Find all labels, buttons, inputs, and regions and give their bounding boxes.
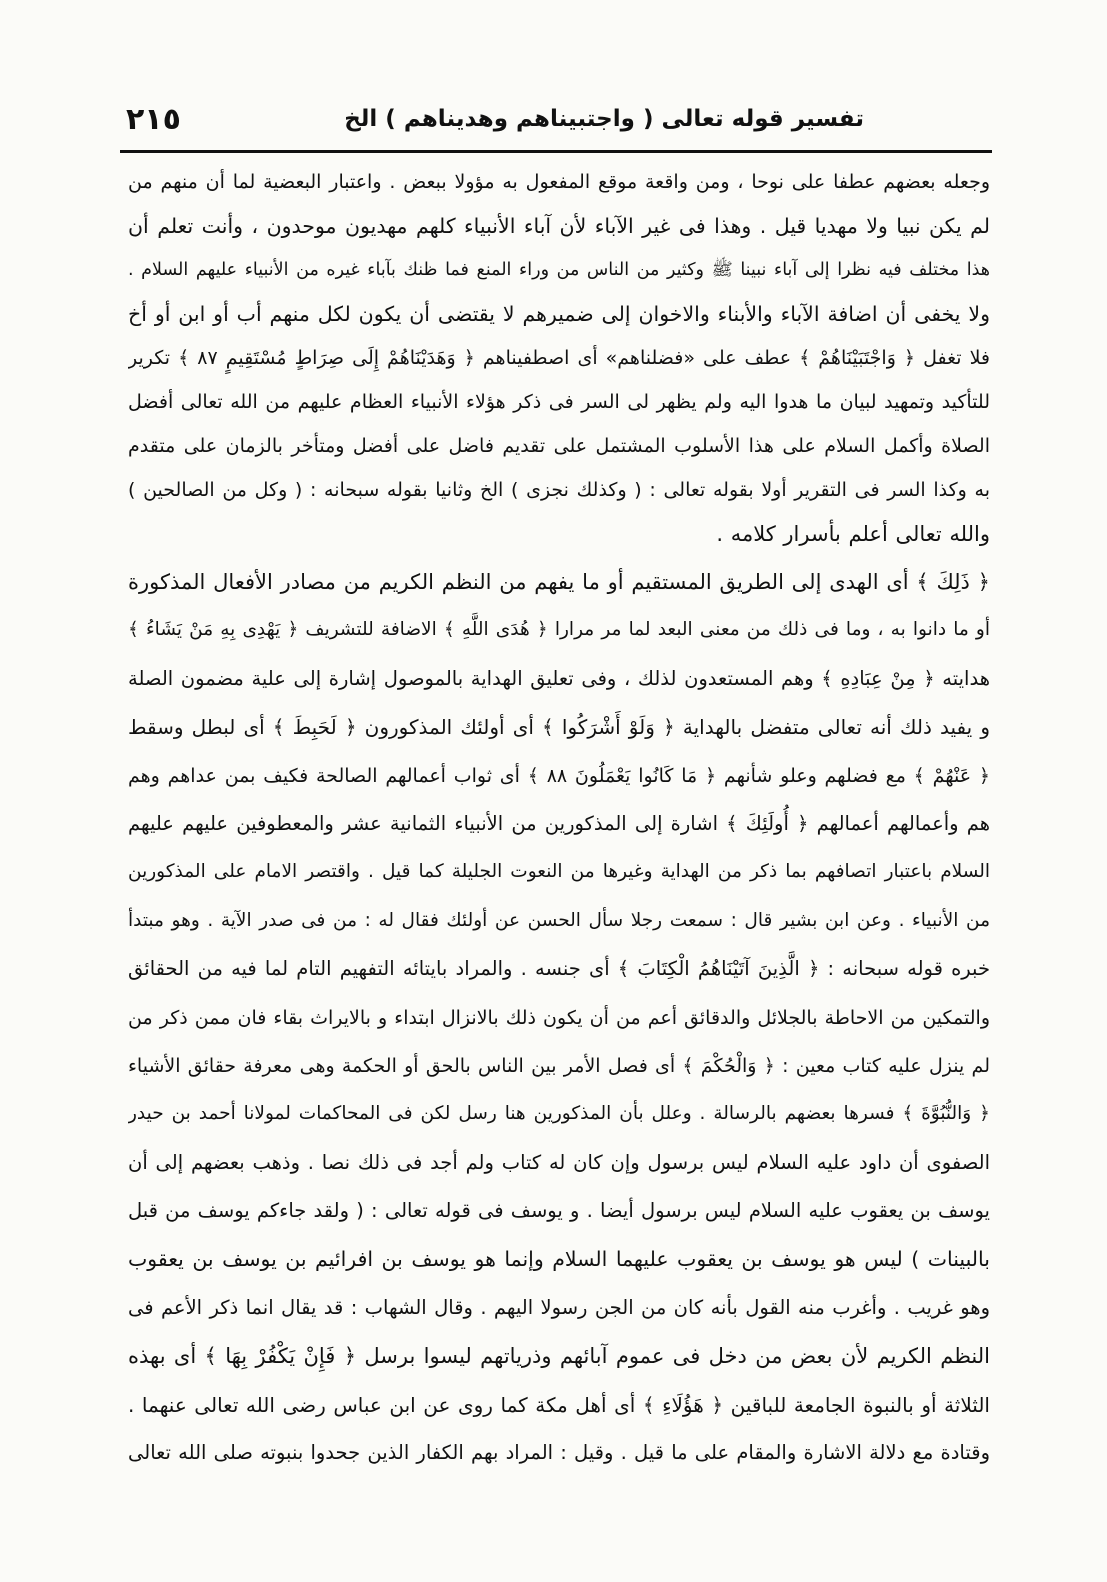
text-line: ولا يخفى أن اضافة الآباء والأبناء والاخوان إلى ضميرهم لا يقتضى أن يكون لكل منهم أب أو ابن أو أخ	[128, 302, 990, 326]
text-line: وجعله بعضهم عطفا على نوحا ، ومن واقعة موقع المفعول به مؤولا ببعض . واعتبار البعضية لما أن منهم من	[128, 171, 990, 193]
text-line: الصفوى أن داود عليه السلام ليس برسول وإن كان له كتاب ولم أجد فى ذلك نصا . وذهب بعضهم إلى أن	[128, 1150, 990, 1174]
text-line: و يفيد ذلك أنه تعالى متفضل بالهداية ﴿ وَلَوْ أَشْرَكُوا ﴾ أى أولئك المذكورون ﴿ لَحَبِطَ ﴾ أى لبطل وسقط	[128, 715, 990, 740]
text-line: فلا تغفل ﴿ وَاجْتَبَيْنَاهُمْ ﴾ عطف على «فضلناهم» أى اصطفيناهم ﴿ وَهَدَيْنَاهُمْ إِلَى صِرَاطٍ مُسْتَقِيمٍ ٨٧ ﴾ تكرير	[128, 347, 990, 369]
text-line: به وكذا السر فى التقرير أولا بقوله تعالى : ( وكذلك نجزى ) الخ وثانيا بقوله سبحانه : ( وكل من الصالحين )	[128, 479, 990, 501]
text-line: وقتادة مع دلالة الاشارة والمقام على ما قيل . وقيل : المراد بهم الكفار الذين جحدوا بنبوته صلى الله تعالى	[128, 1441, 990, 1465]
text-line-last: والله تعالى أعلم بأسرار كلامه .	[716, 522, 990, 546]
paragraph-2	[128, 558, 990, 1477]
text-line: من الأنبياء . وعن ابن بشير قال : سمعت رجلا سأل الحسن عن أولئك فقال له : من فى صدر الآية . وهو مبتدأ	[128, 909, 990, 931]
text-line: لم يكن نبيا ولا مهديا قيل . وهذا فى غير الآباء لأن آباء الأنبياء كلهم مهديون موحدون ، وأنت تعلم أن	[128, 214, 990, 238]
text-line: ﴿ ذَلِكَ ﴾ أى الهدى إلى الطريق المستقيم أو ما يفهم من النظم الكريم من مصادر الأفعال المذكورة	[128, 570, 990, 594]
text-line: النظم الكريم لأن بعض من دخل فى عموم آبائهم وذرياتهم ليسوا برسل ﴿ فَإِنْ يَكْفُرْ بِهَا ﴾ أى بهذه	[128, 1344, 990, 1369]
text-line: هم وأعمالهم أعمالهم ﴿ أُولَئِكَ ﴾ اشارة إلى المذكورين من الأنبياء الثمانية عشر والمعطوفين عليهم عليهم	[128, 811, 990, 835]
header-rule	[120, 150, 992, 153]
text-line: ﴿ وَالنُّبُوَّةَ ﴾ فسرها بعضهم بالرسالة . وعلل بأن المذكورين هنا رسل لكن فى المحاكمات لمولانا أحمد بن حيدر	[128, 1103, 990, 1125]
text-line: والتمكين من الاحاطة بالجلائل والدقائق أعم من أن يكون ذلك بالانزال ابتداء و بالايراث بقاء فان ممن ذكر من	[128, 1006, 990, 1029]
page-header	[120, 100, 992, 150]
text-line: الصلاة وأكمل السلام على هذا الأسلوب المشتمل على تقديم فاضل على أفضل ومتأخر بالزمان على متقدم	[128, 435, 990, 457]
text-line: بالبينات ) ليس هو يوسف بن يعقوب عليهما السلام وإنما هو يوسف بن افرائيم بن يوسف بن يعقوب	[128, 1247, 990, 1272]
text-line: للتأكيد وتمهيد لبيان ما هدوا اليه ولم يظهر لى السر فى ذكر هؤلاء الأنبياء العظام عليهم من الله تعالى أفضل	[128, 391, 990, 413]
text-line: خبره قوله سبحانه : ﴿ الَّذِينَ آتَيْنَاهُمُ الْكِتَابَ ﴾ أى جنسه . والمراد بايتائه التفهيم التام لما فيه من الحقائق	[128, 957, 990, 981]
text-line: هذا مختلف فيه نظرا إلى آباء نبينا ﷺ وكثير من الناس من وراء المنع فما ظنك بآباء غيره من الأنبياء عليهم السلام .	[128, 260, 990, 280]
text-line: الثلاثة أو بالنبوة الجامعة للباقين ﴿ هَؤُلَاءِ ﴾ أى أهل مكة كما روى عن ابن عباس رضى الله تعالى عنهما .	[128, 1392, 990, 1417]
text-line: ﴿ عَنْهُمْ ﴾ مع فضلهم وعلو شأنهم ﴿ مَا كَانُوا يَعْمَلُونَ ٨٨ ﴾ أى ثواب أعمالهم الصالحة فكيف بمن عداهم وهم	[128, 764, 990, 787]
text-line: يوسف بن يعقوب عليه السلام ليس برسول أيضا . و يوسف فى قوله تعالى : ( ولقد جاءكم يوسف من قبل	[128, 1199, 990, 1223]
paragraph-1	[128, 160, 990, 556]
page-number: ٢١٥	[126, 102, 181, 137]
text-line: السلام باعتبار اتصافهم بما ذكر من الهداية وغيرها من النعوت الجليلة كما قيل . واقتصر الامام على المذكورين	[128, 861, 990, 883]
text-line: هدايته ﴿ مِنْ عِبَادِهِ ﴾ وهم المستعدون لذلك ، وفى تعليق الهداية بالموصول إشارة إلى علية مضمون الصلة	[128, 666, 990, 690]
running-title: تفسير قوله تعالى ( واجتبيناهم وهديناهم ) الخ	[344, 106, 864, 132]
text-line: أو ما دانوا به ، وما فى ذلك من معنى البعد لما مر مرارا ﴿ هُدَى اللَّهِ ﴾ الاضافة للتشريف ﴿ يَهْدِى بِهِ مَنْ يَشَاءُ ﴾	[128, 619, 990, 641]
text-line: لم ينزل عليه كتاب معين : ﴿ وَالْحُكْمَ ﴾ أى فصل الأمر بين الناس بالحق أو الحكمة وهى معرفة حقائق الأشياء	[128, 1054, 990, 1077]
text-line: وهو غريب . وأغرب منه القول بأنه كان من الجن رسولا اليهم . وقال الشهاب : قد يقال انما ذكر الأعم فى	[128, 1295, 990, 1319]
